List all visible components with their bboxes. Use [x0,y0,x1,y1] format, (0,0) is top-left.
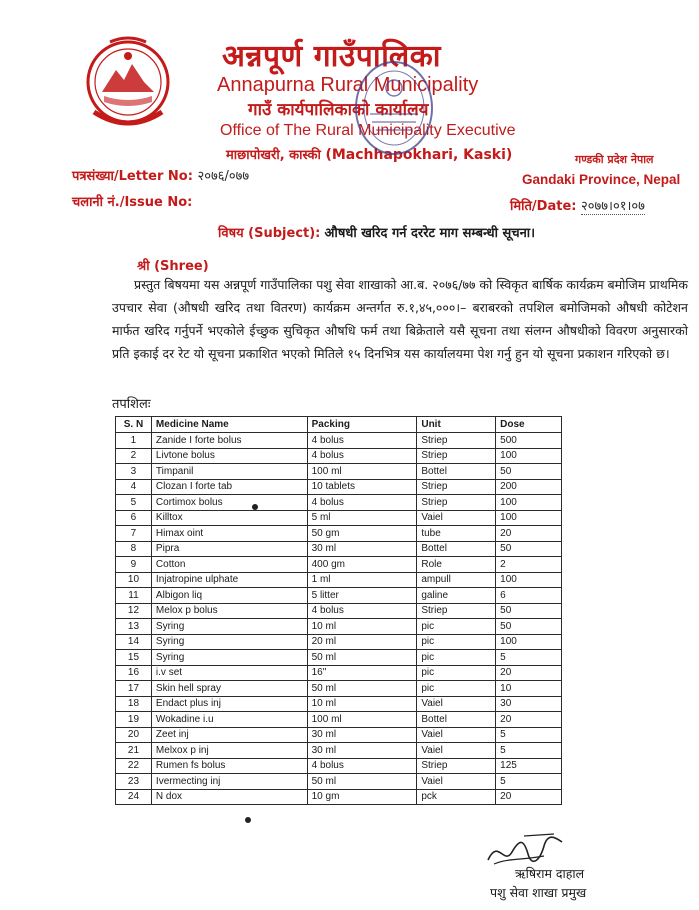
medicine-table [115,416,562,805]
cell-packing: 400 gm [307,557,417,573]
cell-unit: pic [417,634,496,650]
letter-number-value: २०७६/०७७ [197,169,250,184]
cell-sn: 21 [116,743,152,759]
medicine-table-body [116,433,562,805]
cell-medicine-name: Killtox [151,510,307,526]
province-nepali: गण्डकी प्रदेश नेपाल [575,153,654,166]
letter-number-label: पत्रसंख्या/Letter No: [72,169,193,184]
cell-sn: 2 [116,448,152,464]
ink-mark [245,817,251,823]
column-header-medicine: Medicine Name [151,417,307,433]
cell-sn: 9 [116,557,152,573]
cell-packing: 5 litter [307,588,417,604]
cell-medicine-name: Clozan I forte tab [151,479,307,495]
cell-medicine-name: i.v set [151,665,307,681]
cell-medicine-name: Zeet inj [151,727,307,743]
ink-mark [252,504,258,510]
cell-medicine-name: Wokadine i.u [151,712,307,728]
notice-paragraph-text: प्रस्तुत बिषयमा यस अन्नपूर्ण गाउँपालिका पशु सेवा शाखाको आ.ब. २०७६/७७ को स्विकृत बार्षिक कार्यक्रम बमोजिम प्राथमिक उपचार सेवा (औषधी खरिद तथा वितरण) कार्यक्रम अन्तर्गत रु.१,४५,०००।– बराबरको तपशिल बमोजिमको औषधी कोटेशन मार्फत खरिद गर्नुपर्ने भएकोले ईच्छुक सुचिकृत औषधि फर्म तथा बिक्रेताले यसै सूचना तथा संलग्न औषधीको विवरण अनुसारको प्रति इकाई दर रेट यो सूचना प्रकाशित भएको मितिले १५ दिनभित्र यस कार्यालयमा पेश गर्नु हुन यो सूचना प्रकाशन गरिएको छ। [112,277,688,361]
cell-sn: 4 [116,479,152,495]
cell-unit: Vaiel [417,727,496,743]
table-row [116,510,562,526]
cell-packing: 4 bolus [307,448,417,464]
cell-sn: 22 [116,758,152,774]
cell-dose: 10 [496,681,562,697]
table-row [116,433,562,449]
table-row [116,541,562,557]
cell-dose: 100 [496,510,562,526]
salutation: श्री (Shree) [137,259,209,274]
column-header-unit: Unit [417,417,496,433]
cell-unit: tube [417,526,496,542]
cell-medicine-name: Injatropine ulphate [151,572,307,588]
cell-medicine-name: Himax oint [151,526,307,542]
date-label: मिति/Date: [510,199,577,214]
cell-dose: 5 [496,650,562,666]
details-label: तपशिलः [112,397,151,412]
table-row [116,448,562,464]
cell-sn: 12 [116,603,152,619]
cell-packing: 4 bolus [307,603,417,619]
cell-medicine-name: Melxox p inj [151,743,307,759]
cell-unit: Vaiel [417,510,496,526]
address-english: (Machhapokhari, Kaski) [325,147,513,163]
signatory-name: ऋषिराम दाहाल [515,866,585,881]
table-row [116,650,562,666]
cell-dose: 100 [496,572,562,588]
subject-label: विषय (Subject): [218,226,321,241]
cell-medicine-name: Ivermecting inj [151,774,307,790]
table-row [116,758,562,774]
table-row [116,479,562,495]
cell-sn: 15 [116,650,152,666]
cell-medicine-name: Syring [151,619,307,635]
cell-unit: Striep [417,479,496,495]
cell-sn: 17 [116,681,152,697]
table-row [116,572,562,588]
cell-medicine-name: Timpanil [151,464,307,480]
letter-date [510,196,645,214]
cell-unit: pic [417,665,496,681]
cell-sn: 14 [116,634,152,650]
cell-unit: Striep [417,603,496,619]
cell-sn: 19 [116,712,152,728]
office-stamp-icon [352,58,436,158]
municipality-name-nepali: अन्नपूर्ण गाउँपालिका [222,39,442,74]
cell-medicine-name: Endact plus inj [151,696,307,712]
cell-sn: 24 [116,789,152,805]
cell-medicine-name: Cortimox bolus [151,495,307,511]
cell-dose: 6 [496,588,562,604]
table-row [116,712,562,728]
subject-line [218,223,535,241]
cell-packing: 4 bolus [307,433,417,449]
cell-medicine-name: Livtone bolus [151,448,307,464]
cell-packing: 4 bolus [307,495,417,511]
table-row [116,789,562,805]
cell-medicine-name: Rumen fs bolus [151,758,307,774]
cell-unit: Bottel [417,464,496,480]
column-header-dose: Dose [496,417,562,433]
table-row [116,603,562,619]
table-row [116,619,562,635]
cell-sn: 23 [116,774,152,790]
cell-sn: 16 [116,665,152,681]
table-row [116,727,562,743]
cell-medicine-name: Pipra [151,541,307,557]
table-row [116,634,562,650]
cell-medicine-name: Melox p bolus [151,603,307,619]
table-row [116,681,562,697]
cell-dose: 20 [496,712,562,728]
cell-dose: 20 [496,526,562,542]
cell-unit: pic [417,619,496,635]
cell-dose: 20 [496,665,562,681]
subject-text: औषधी खरिद गर्न दररेट माग सम्बन्धी सूचना। [324,226,536,241]
cell-medicine-name: Albigon liq [151,588,307,604]
cell-packing: 100 ml [307,464,417,480]
table-row [116,774,562,790]
cell-dose: 5 [496,727,562,743]
table-row [116,743,562,759]
cell-unit: ampull [417,572,496,588]
cell-unit: Striep [417,448,496,464]
government-emblem-icon [80,30,176,142]
cell-packing: 50 ml [307,681,417,697]
cell-unit: pck [417,789,496,805]
cell-packing: 30 ml [307,727,417,743]
cell-sn: 1 [116,433,152,449]
table-row [116,526,562,542]
cell-sn: 7 [116,526,152,542]
cell-unit: Bottel [417,712,496,728]
office-name-english: Office of The Rural Municipality Executive [220,122,516,139]
cell-packing: 20 ml [307,634,417,650]
cell-packing: 10 ml [307,619,417,635]
address-nepali: माछापोखरी, कास्की [226,148,321,163]
date-value: २०७७।०१।०७ [581,199,645,214]
cell-sn: 8 [116,541,152,557]
column-header-packing: Packing [307,417,417,433]
cell-sn: 11 [116,588,152,604]
table-row [116,696,562,712]
cell-dose: 200 [496,479,562,495]
cell-sn: 13 [116,619,152,635]
cell-packing: 16" [307,665,417,681]
cell-sn: 6 [116,510,152,526]
cell-medicine-name: Cotton [151,557,307,573]
cell-dose: 50 [496,464,562,480]
cell-unit: galine [417,588,496,604]
table-row [116,588,562,604]
cell-packing: 100 ml [307,712,417,728]
cell-packing: 5 ml [307,510,417,526]
issue-number-label: चलानी नं./Issue No: [72,195,193,210]
signatory-title: पशु सेवा शाखा प्रमुख [490,885,587,900]
letter-number [72,166,249,184]
notice-paragraph [112,273,688,365]
cell-medicine-name: Syring [151,650,307,666]
cell-packing: 50 ml [307,650,417,666]
table-row [116,495,562,511]
cell-dose: 50 [496,603,562,619]
table-row [116,464,562,480]
cell-packing: 10 gm [307,789,417,805]
cell-unit: Striep [417,433,496,449]
cell-packing: 50 gm [307,526,417,542]
office-name-nepali: गाउँ कार्यपालिकाको कार्यालय [248,100,429,120]
province-english: Gandaki Province, Nepal [522,172,681,187]
cell-sn: 3 [116,464,152,480]
cell-unit: Striep [417,495,496,511]
cell-dose: 50 [496,541,562,557]
cell-sn: 20 [116,727,152,743]
cell-sn: 5 [116,495,152,511]
table-row [116,665,562,681]
cell-dose: 100 [496,495,562,511]
cell-unit: Bottel [417,541,496,557]
cell-sn: 10 [116,572,152,588]
cell-dose: 125 [496,758,562,774]
cell-unit: pic [417,650,496,666]
table-header-row [116,417,562,433]
cell-packing: 4 bolus [307,758,417,774]
cell-medicine-name: Syring [151,634,307,650]
cell-packing: 1 ml [307,572,417,588]
municipality-name-english: Annapurna Rural Municipality [217,74,479,96]
cell-sn: 18 [116,696,152,712]
cell-dose: 500 [496,433,562,449]
cell-unit: Vaiel [417,774,496,790]
cell-unit: Role [417,557,496,573]
cell-dose: 50 [496,619,562,635]
cell-packing: 50 ml [307,774,417,790]
cell-medicine-name: Skin hell spray [151,681,307,697]
cell-dose: 5 [496,774,562,790]
cell-packing: 30 ml [307,743,417,759]
cell-packing: 10 tablets [307,479,417,495]
cell-dose: 30 [496,696,562,712]
cell-dose: 100 [496,448,562,464]
cell-unit: Striep [417,758,496,774]
column-header-sn: S. N [116,417,152,433]
cell-medicine-name: Zanide I forte bolus [151,433,307,449]
cell-unit: pic [417,681,496,697]
cell-packing: 30 ml [307,541,417,557]
cell-packing: 10 ml [307,696,417,712]
cell-unit: Vaiel [417,743,496,759]
table-row [116,557,562,573]
cell-dose: 2 [496,557,562,573]
cell-medicine-name: N dox [151,789,307,805]
cell-unit: Vaiel [417,696,496,712]
cell-dose: 20 [496,789,562,805]
cell-dose: 100 [496,634,562,650]
cell-dose: 5 [496,743,562,759]
